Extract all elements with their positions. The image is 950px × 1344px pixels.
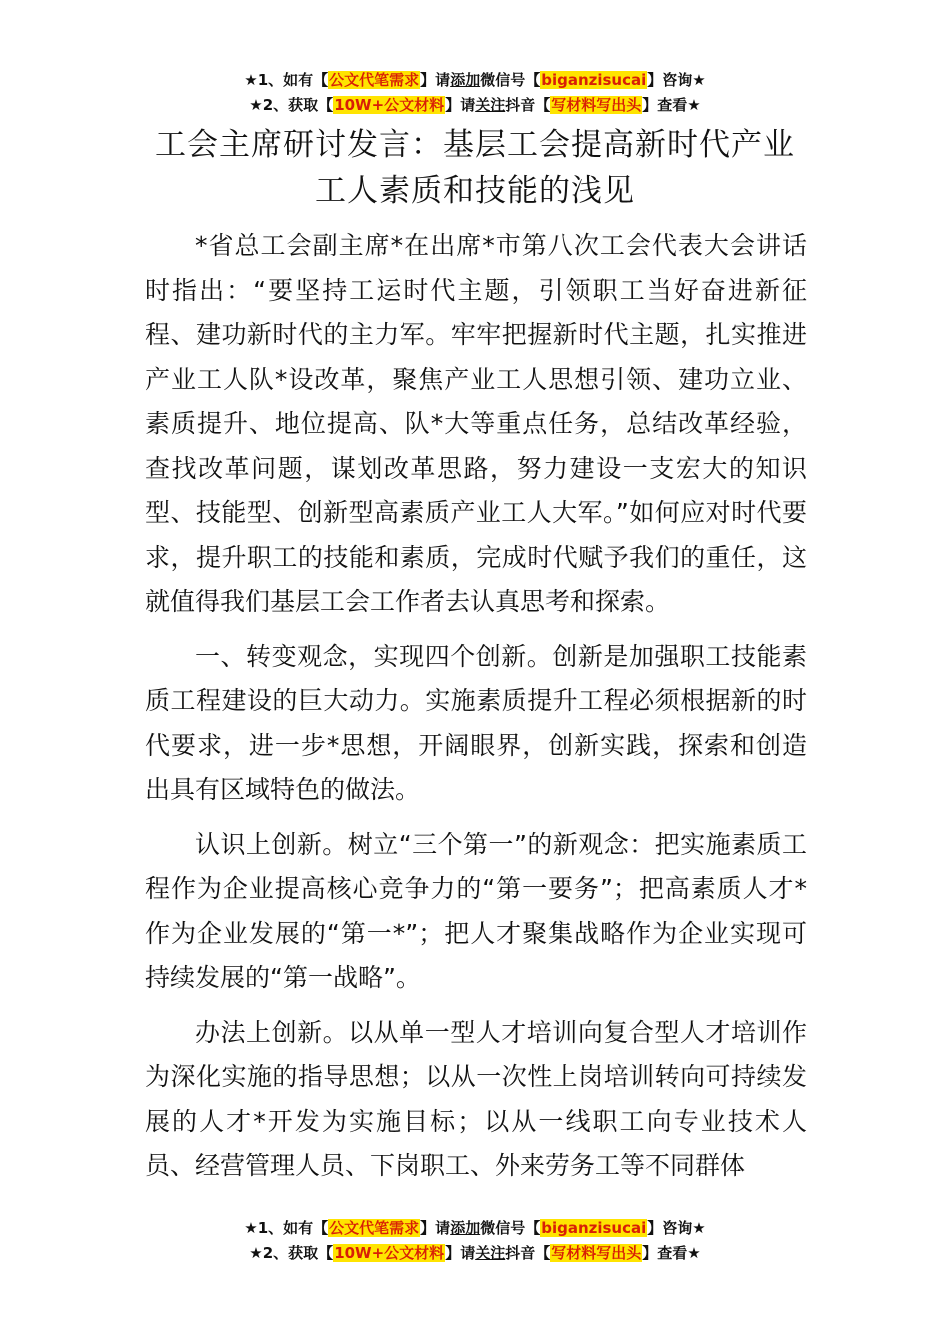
star-icon: ★ bbox=[687, 96, 701, 114]
promo-highlight: biganzisucai bbox=[541, 71, 647, 89]
promo-number: 1、 bbox=[257, 1219, 284, 1237]
promo-highlight: 10W+公文材料 bbox=[334, 1244, 445, 1262]
promo-text: 】咨询 bbox=[647, 71, 693, 89]
promo-number: 1、 bbox=[257, 71, 284, 89]
paragraph-method: 办法上创新。以从单一型人才培训向复合型人才培训作为深化实施的指导思想；以从一次性上岗培训转向可持续发展的人才*开发为实施目标；以从一线职工向专业技术人员、经营管理人员、下岗职工、外来劳务工等不同群体 bbox=[145, 1017, 807, 1180]
promo-text: 如有【 bbox=[283, 1219, 329, 1237]
promo-text: 】查看 bbox=[642, 96, 688, 114]
promo-text: 】请 bbox=[420, 71, 451, 89]
star-icon: ★ bbox=[249, 1244, 263, 1262]
promo-text: 微信号【 bbox=[480, 71, 541, 89]
promo-text: 】请 bbox=[445, 1244, 476, 1262]
promo-highlight: 10W+公文材料 bbox=[334, 96, 445, 114]
document-body bbox=[145, 224, 807, 1199]
star-icon: ★ bbox=[244, 71, 258, 89]
document-title: 工会主席研讨发言：基层工会提高新时代产业工人素质和技能的浅见 bbox=[155, 127, 795, 209]
paragraph-cognition: 认识上创新。树立“三个第一”的新观念：把实施素质工程作为企业提高核心竞争力的“第一要务”；把高素质人才*作为企业发展的“第一*”；把人才聚集战略作为企业实现可持续发展的“第一战略”。 bbox=[145, 829, 807, 992]
paragraph-section-1: 一、转变观念，实现四个创新。创新是加强职工技能素质工程建设的巨大动力。实施素质提升工程必须根据新的时代要求，进一步*思想，开阔眼界，创新实践，探索和创造出具有区域特色的做法。 bbox=[145, 641, 807, 804]
promo-line-2 bbox=[0, 93, 950, 118]
promo-text: 微信号【 bbox=[480, 1219, 541, 1237]
header-promo-banner bbox=[0, 68, 950, 118]
star-icon: ★ bbox=[244, 1219, 258, 1237]
promo-text: 】请 bbox=[445, 96, 476, 114]
promo-text: 】查看 bbox=[642, 1244, 688, 1262]
promo-text: 如有【 bbox=[283, 71, 329, 89]
promo-underlined: 添加 bbox=[450, 71, 481, 89]
promo-highlight: 写材料写出头 bbox=[551, 96, 642, 114]
promo-underlined: 关注 bbox=[475, 1244, 506, 1262]
footer-promo-banner bbox=[0, 1216, 950, 1266]
promo-highlight: biganzisucai bbox=[541, 1219, 647, 1237]
promo-text: 】咨询 bbox=[647, 1219, 693, 1237]
promo-highlight: 公文代笔需求 bbox=[329, 71, 420, 89]
promo-underlined: 关注 bbox=[475, 96, 506, 114]
promo-line-1 bbox=[0, 1216, 950, 1241]
promo-underlined: 添加 bbox=[450, 1219, 481, 1237]
promo-number: 2、 bbox=[262, 1244, 289, 1262]
promo-text: 获取【 bbox=[288, 96, 334, 114]
promo-text: 抖音【 bbox=[505, 1244, 551, 1262]
promo-text: 】请 bbox=[420, 1219, 451, 1237]
star-icon: ★ bbox=[692, 71, 706, 89]
promo-highlight: 公文代笔需求 bbox=[329, 1219, 420, 1237]
promo-text: 获取【 bbox=[288, 1244, 334, 1262]
promo-number: 2、 bbox=[262, 96, 289, 114]
paragraph-intro: *省总工会副主席*在出席*市第八次工会代表大会讲话时指出：“要坚持工运时代主题，引领职工当好奋进新征程、建功新时代的主力军。牢牢把握新时代主题，扎实推进产业工人队*设改革，聚焦产业工人思想引领、建功立业、素质提升、地位提高、队*大等重点任务，总结改革经验，查找改革问题，谋划改革思路，努力建设一支宏大的知识型、技能型、创新型高素质产业工人大军。”如何应对时代要求，提升职工的技能和素质，完成时代赋予我们的重任，这就值得我们基层工会工作者去认真思考和探索。 bbox=[145, 231, 807, 616]
star-icon: ★ bbox=[249, 96, 263, 114]
promo-text: 抖音【 bbox=[505, 96, 551, 114]
promo-highlight: 写材料写出头 bbox=[551, 1244, 642, 1262]
promo-line-1 bbox=[0, 68, 950, 93]
star-icon: ★ bbox=[692, 1219, 706, 1237]
star-icon: ★ bbox=[687, 1244, 701, 1262]
promo-line-2 bbox=[0, 1241, 950, 1266]
